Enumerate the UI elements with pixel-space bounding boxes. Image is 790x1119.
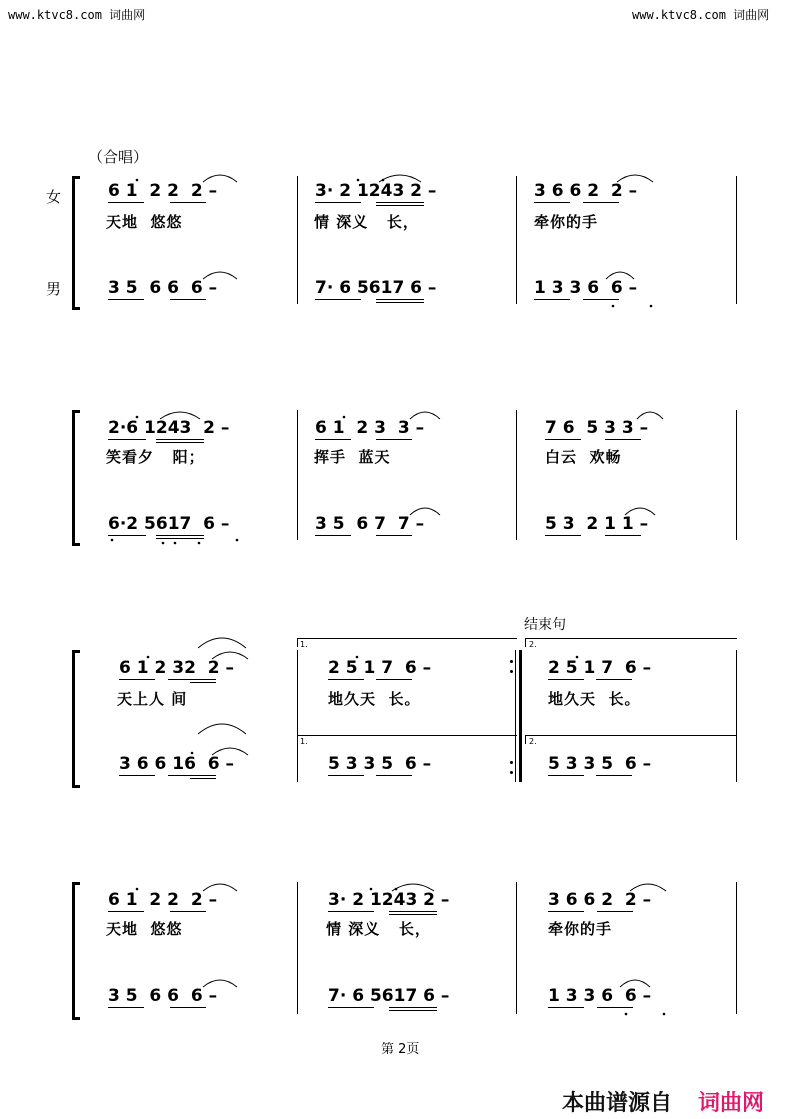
beat-underline bbox=[108, 535, 146, 536]
male-measure: 5 3 3 5 6 – bbox=[548, 754, 652, 774]
lyric-line: 挥手 蓝天 bbox=[314, 448, 391, 466]
system-brace bbox=[72, 410, 80, 546]
lyric-line: 天上人 间 bbox=[117, 690, 188, 708]
male-measure: 6·2 5617 6 – bbox=[108, 514, 230, 534]
female-measure: 6 1 2 32 2 – bbox=[119, 658, 234, 678]
male-measure: 1 3 3 6 6 – bbox=[548, 986, 652, 1006]
repeat-dot bbox=[510, 761, 513, 764]
female-measure: 3 6 6 2 2 – bbox=[534, 181, 638, 201]
lyric-line: 笑看夕 阳； bbox=[106, 448, 205, 466]
male-measure: 3 5 6 6 6 – bbox=[108, 278, 218, 298]
beat-underline bbox=[170, 299, 206, 300]
site-logo-text[interactable]: 词曲网 bbox=[698, 1091, 765, 1116]
beat-underline bbox=[545, 535, 581, 536]
lyric-line: 情 深义 长， bbox=[314, 213, 419, 231]
beat-underline bbox=[545, 439, 581, 440]
lyric-line: 牵你的手 bbox=[548, 920, 613, 938]
lyric-line: 情 深义 长， bbox=[326, 920, 431, 938]
beat-underline bbox=[376, 202, 424, 203]
ending-label: 结束句 bbox=[524, 617, 566, 633]
beat-underline bbox=[597, 911, 633, 912]
volta-bracket bbox=[525, 735, 737, 744]
barline bbox=[297, 176, 298, 304]
male-part-label: 男 bbox=[46, 280, 62, 298]
volta-number: 2. bbox=[529, 737, 537, 746]
beat-underline bbox=[156, 442, 204, 443]
barline bbox=[297, 410, 298, 540]
low-octave-dot bbox=[162, 542, 165, 545]
barline bbox=[736, 176, 737, 304]
beat-underline bbox=[168, 775, 216, 776]
beat-underline bbox=[376, 439, 412, 440]
beat-underline bbox=[315, 439, 351, 440]
volta-bracket bbox=[297, 638, 517, 647]
watermark-right: www.ktvc8.com 词曲网 bbox=[632, 8, 770, 22]
female-measure: 3· 2 1243 2 – bbox=[315, 181, 437, 201]
beat-underline bbox=[170, 202, 206, 203]
volta-number: 1. bbox=[300, 640, 308, 649]
lyric-line: 天地 悠悠 bbox=[106, 920, 183, 938]
low-octave-dot bbox=[663, 1013, 666, 1016]
system-brace bbox=[72, 882, 80, 1020]
beat-underline bbox=[328, 911, 374, 912]
beat-underline bbox=[156, 439, 204, 440]
low-octave-dot bbox=[236, 539, 239, 542]
barline bbox=[736, 650, 737, 782]
barline bbox=[516, 410, 517, 540]
lyric-line: 天地 悠悠 bbox=[106, 213, 183, 231]
beat-underline bbox=[389, 1010, 437, 1011]
low-octave-dot bbox=[612, 305, 615, 308]
chorus-label: （合唱） bbox=[88, 148, 149, 166]
beat-underline bbox=[108, 202, 144, 203]
male-measure: 7· 6 5617 6 – bbox=[315, 278, 437, 298]
barline bbox=[297, 650, 298, 782]
male-measure: 3 5 6 6 6 – bbox=[108, 986, 218, 1006]
beat-underline bbox=[190, 778, 216, 779]
lyric-line: 白云 欢畅 bbox=[545, 448, 622, 466]
beat-underline bbox=[376, 535, 412, 536]
low-octave-dot bbox=[650, 305, 653, 308]
female-measure: 2·6 1243 2 – bbox=[108, 418, 230, 438]
beat-underline bbox=[389, 1007, 437, 1008]
system-brace bbox=[72, 650, 80, 788]
beat-underline bbox=[376, 302, 424, 303]
beat-underline bbox=[596, 679, 632, 680]
volta-bracket bbox=[525, 638, 737, 647]
beat-underline bbox=[119, 775, 155, 776]
beat-underline bbox=[168, 679, 216, 680]
slur bbox=[198, 724, 246, 734]
source-credit: 本曲谱源自 bbox=[562, 1091, 673, 1116]
beat-underline bbox=[548, 911, 584, 912]
male-measure: 5 3 3 5 6 – bbox=[328, 754, 432, 774]
female-measure: 2 5 1 7 6 – bbox=[548, 658, 652, 678]
beat-underline bbox=[605, 535, 641, 536]
female-measure: 7 6 5 3 3 – bbox=[545, 418, 649, 438]
beat-underline bbox=[108, 439, 146, 440]
repeat-barline bbox=[515, 650, 516, 782]
beat-underline bbox=[108, 911, 144, 912]
beat-underline bbox=[534, 299, 570, 300]
barline bbox=[736, 410, 737, 540]
beat-underline bbox=[548, 679, 584, 680]
repeat-barline-thick bbox=[519, 650, 522, 782]
beat-underline bbox=[328, 679, 364, 680]
repeat-dot bbox=[510, 771, 513, 774]
female-measure: 3 6 6 2 2 – bbox=[548, 890, 652, 910]
beat-underline bbox=[376, 679, 412, 680]
beat-underline bbox=[328, 1007, 374, 1008]
beat-underline bbox=[596, 775, 632, 776]
barline bbox=[516, 882, 517, 1014]
beat-underline bbox=[597, 1007, 633, 1008]
male-measure: 5 3 2 1 1 – bbox=[545, 514, 649, 534]
beat-underline bbox=[583, 202, 619, 203]
beat-underline bbox=[389, 911, 437, 912]
beat-underline bbox=[190, 682, 216, 683]
system-brace bbox=[72, 176, 80, 310]
page-number: 第 2页 bbox=[381, 1042, 420, 1057]
beat-underline bbox=[119, 679, 155, 680]
barline bbox=[297, 882, 298, 1014]
female-measure: 2 5 1 7 6 – bbox=[328, 658, 432, 678]
female-measure: 3· 2 1243 2 – bbox=[328, 890, 450, 910]
beat-underline bbox=[534, 202, 570, 203]
beat-underline bbox=[548, 775, 584, 776]
lyric-line: 牵你的手 bbox=[534, 213, 599, 231]
female-measure: 6 1 2 2 2 – bbox=[108, 181, 218, 201]
lyric-line: 地久天 长。 bbox=[328, 690, 421, 708]
barline bbox=[736, 882, 737, 1014]
female-measure: 6 1 2 2 2 – bbox=[108, 890, 218, 910]
beat-underline bbox=[389, 914, 437, 915]
male-measure: 3 5 6 7 7 – bbox=[315, 514, 425, 534]
beat-underline bbox=[156, 535, 204, 536]
beat-underline bbox=[548, 1007, 584, 1008]
beat-underline bbox=[156, 538, 204, 539]
male-measure: 7· 6 5617 6 – bbox=[328, 986, 450, 1006]
beat-underline bbox=[315, 299, 361, 300]
beat-underline bbox=[583, 299, 619, 300]
beat-underline bbox=[605, 439, 641, 440]
beat-underline bbox=[328, 775, 364, 776]
volta-bracket bbox=[297, 735, 517, 744]
beat-underline bbox=[170, 1007, 206, 1008]
repeat-dot bbox=[510, 670, 513, 673]
beat-underline bbox=[376, 299, 424, 300]
beat-underline bbox=[315, 535, 351, 536]
slur bbox=[198, 638, 246, 648]
volta-number: 1. bbox=[300, 737, 308, 746]
lyric-line: 地久天 长。 bbox=[548, 690, 641, 708]
beat-underline bbox=[315, 202, 361, 203]
low-octave-dot bbox=[174, 542, 177, 545]
repeat-dot bbox=[510, 660, 513, 663]
low-octave-dot bbox=[625, 1013, 628, 1016]
beat-underline bbox=[376, 775, 412, 776]
beat-underline bbox=[170, 911, 206, 912]
male-measure: 3 6 6 16 6 – bbox=[119, 754, 234, 774]
male-measure: 1 3 3 6 6 – bbox=[534, 278, 638, 298]
low-octave-dot bbox=[198, 542, 201, 545]
beat-underline bbox=[108, 1007, 144, 1008]
female-measure: 6 1 2 3 3 – bbox=[315, 418, 425, 438]
watermark-left: www.ktvc8.com 词曲网 bbox=[8, 8, 146, 22]
low-octave-dot bbox=[111, 539, 114, 542]
volta-number: 2. bbox=[529, 640, 537, 649]
barline bbox=[516, 176, 517, 304]
female-part-label: 女 bbox=[46, 188, 62, 206]
beat-underline bbox=[376, 205, 424, 206]
beat-underline bbox=[108, 299, 144, 300]
